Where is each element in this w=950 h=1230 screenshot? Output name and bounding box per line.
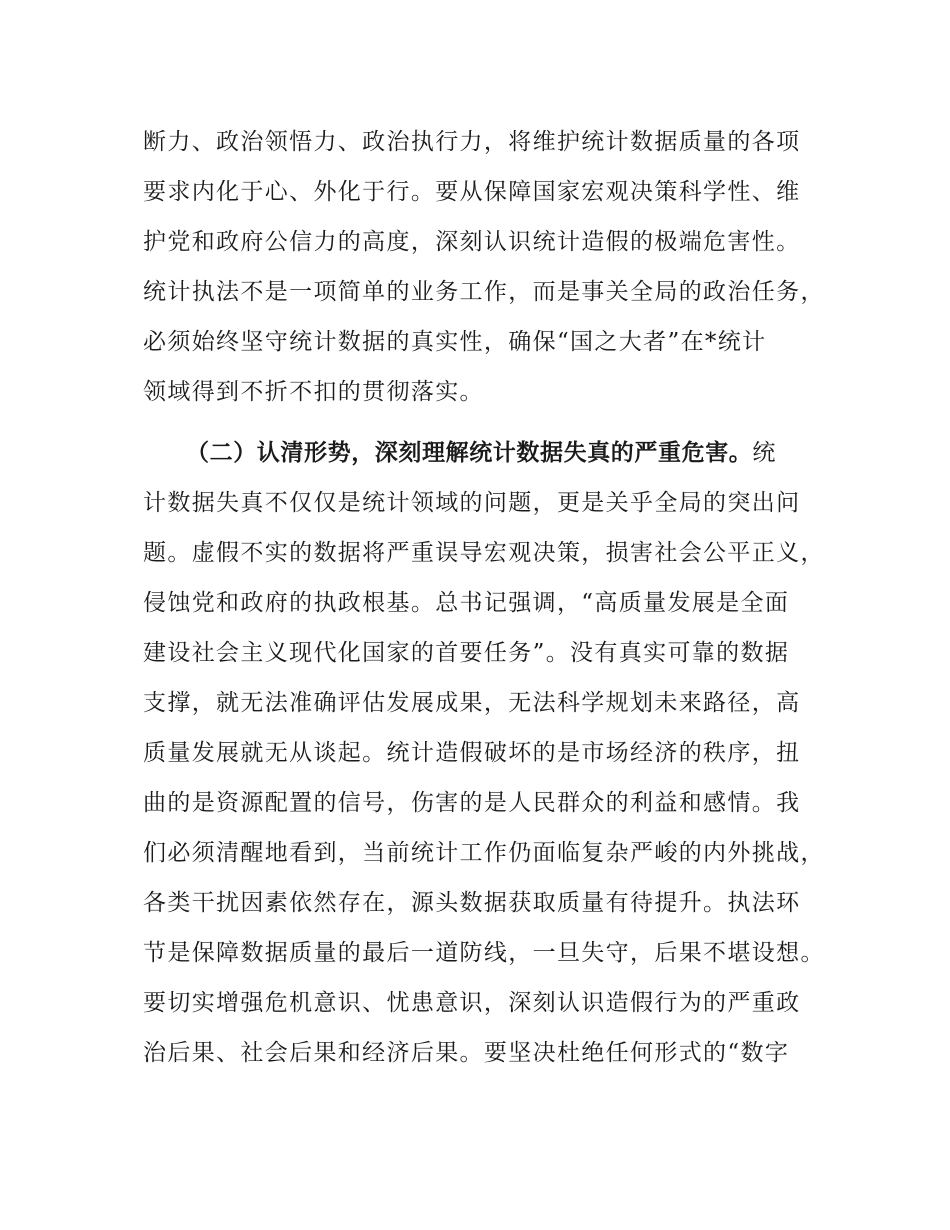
text-line: 各类干扰因素依然存在，源头数据获取质量有待提升。执法环 [143, 890, 801, 916]
text-line: 建设社会主义现代化国家的首要任务”。没有真实可靠的数据 [143, 640, 790, 666]
text-line: 计数据失真不仅仅是统计领域的问题，更是关乎全局的突出问 [143, 490, 801, 516]
text-fragment: 统 [752, 440, 777, 466]
text-line: 必须始终坚守统计数据的真实性，确保“国之大者”在*统计 [143, 329, 767, 355]
text-line: 支撑，就无法准确评估发展成果，无法科学规划未来路径，高 [143, 690, 801, 716]
text-line: 质量发展就无从谈起。统计造假破坏的是市场经济的秩序，扭 [143, 740, 801, 766]
text-line: 节是保障数据质量的最后一道防线，一旦失守，后果不堪设想。 [143, 940, 825, 966]
section-heading: （二）认清形势，深刻理解统计数据失真的严重危害。 [186, 440, 753, 466]
text-line: 要切实增强危机意识、忧患意识，深刻认识造假行为的严重政 [143, 990, 801, 1016]
text-line: 侵蚀党和政府的执政根基。总书记强调，“高质量发展是全面 [143, 590, 790, 616]
text-line: 曲的是资源配置的信号，伤害的是人民群众的利益和感情。我 [143, 790, 801, 816]
text-line [186, 438, 777, 468]
text-line: 断力、政治领悟力、政治执行力，将维护统计数据质量的各项 [143, 129, 801, 155]
text-line: 们必须清醒地看到，当前统计工作仍面临复杂严峻的内外挑战， [143, 840, 825, 866]
text-line: 护党和政府公信力的高度，深刻认识统计造假的极端危害性。 [143, 229, 801, 255]
text-line: 题。虚假不实的数据将严重误导宏观决策，损害社会公平正义， [143, 540, 825, 566]
text-line: 领域得到不折不扣的贯彻落实。 [143, 379, 484, 405]
text-line: 治后果、社会后果和经济后果。要坚决杜绝任何形式的“数字 [143, 1040, 790, 1066]
text-line: 要求内化于心、外化于行。要从保障国家宏观决策科学性、维 [143, 179, 801, 205]
text-line: 统计执法不是一项简单的业务工作，而是事关全局的政治任务， [143, 279, 825, 305]
